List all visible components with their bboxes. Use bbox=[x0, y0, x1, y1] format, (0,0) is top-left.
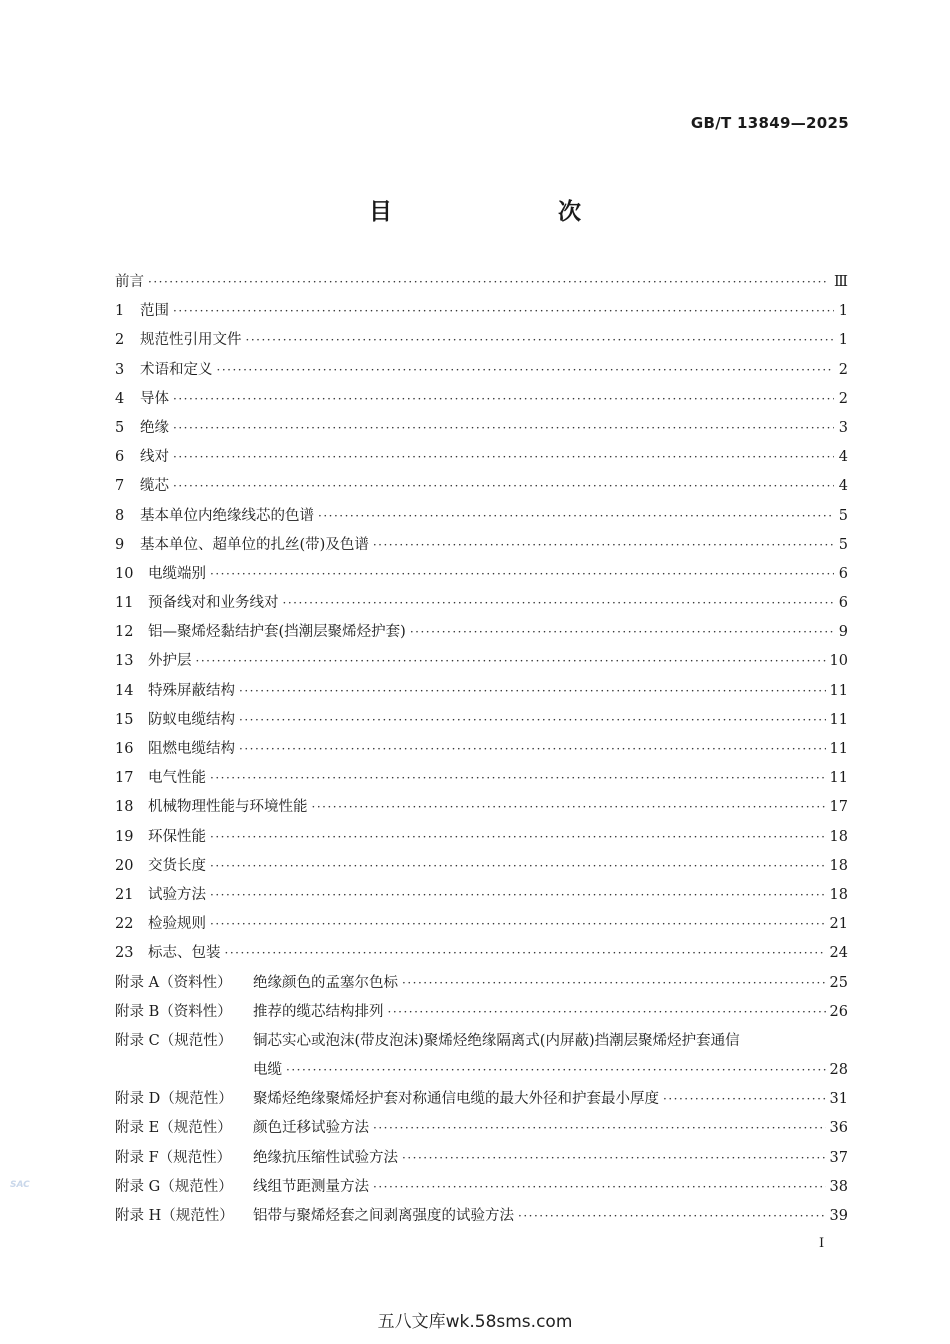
toc-entry-label: 绝缘 bbox=[140, 419, 169, 436]
toc-leader-dots bbox=[246, 333, 835, 347]
toc-entry-page: 1 bbox=[838, 303, 848, 320]
toc-entry[interactable] bbox=[115, 533, 848, 562]
toc-entry-label: 颜色迁移试验方法 bbox=[253, 1120, 369, 1137]
toc-entry-number: 17 bbox=[115, 770, 134, 787]
toc-entry-number: 15 bbox=[115, 711, 134, 728]
standard-code: GB/T 13849—2025 bbox=[690, 114, 849, 132]
toc-entry-number: 22 bbox=[115, 916, 134, 933]
toc-entry[interactable] bbox=[115, 912, 848, 941]
toc-leader-dots bbox=[239, 742, 826, 756]
toc-entry-page: 17 bbox=[829, 799, 848, 816]
toc-entry-page: 25 bbox=[829, 974, 848, 991]
toc-entry-label: 外护层 bbox=[148, 653, 192, 670]
toc-entry[interactable] bbox=[115, 795, 848, 824]
toc-entry-number: 附录 G（规范性） bbox=[115, 1178, 233, 1195]
toc-entry[interactable] bbox=[115, 1058, 848, 1087]
toc-entry-label: 机械物理性能与环境性能 bbox=[148, 799, 308, 816]
toc-entry-label: 术语和定义 bbox=[140, 361, 213, 378]
toc-leader-dots bbox=[225, 946, 826, 960]
toc-leader-dots bbox=[312, 800, 826, 814]
toc-entry[interactable] bbox=[115, 1000, 848, 1029]
toc-entry-page: 36 bbox=[829, 1120, 848, 1137]
toc-entry-page: Ⅲ bbox=[834, 274, 848, 290]
toc-leader-dots bbox=[210, 859, 826, 873]
toc-entry-label: 缆芯 bbox=[140, 478, 169, 495]
toc-entry-label: 特殊屏蔽结构 bbox=[148, 682, 235, 699]
toc-entry-page: 2 bbox=[838, 361, 848, 378]
toc-entry-label: 标志、包装 bbox=[148, 945, 221, 962]
toc-entry-label: 范围 bbox=[140, 303, 169, 320]
toc-entry-label: 绝缘抗压缩性试验方法 bbox=[253, 1149, 398, 1166]
toc-leader-dots bbox=[283, 596, 835, 610]
toc-entry-number: 11 bbox=[115, 595, 134, 612]
toc-entry-number: 10 bbox=[115, 565, 134, 582]
toc-entry[interactable] bbox=[115, 387, 848, 416]
toc-leader-dots bbox=[148, 275, 830, 289]
toc-entry-page: 4 bbox=[838, 478, 848, 495]
toc-entry-page: 11 bbox=[829, 770, 848, 787]
toc-entry-page: 38 bbox=[829, 1178, 848, 1195]
toc-entry-number: 7 bbox=[115, 478, 125, 495]
toc-entry-label: 电缆端别 bbox=[148, 565, 206, 582]
toc-entry-label: 交货长度 bbox=[148, 857, 206, 874]
toc-entry-label: 线组节距测量方法 bbox=[253, 1178, 369, 1195]
toc-entry-page: 11 bbox=[829, 741, 848, 757]
toc-entry-label: 铝—聚烯烃黏结护套(挡潮层聚烯烃护套) bbox=[148, 624, 406, 641]
toc-entry[interactable] bbox=[115, 1204, 848, 1233]
toc-entry[interactable] bbox=[115, 883, 848, 912]
toc-entry[interactable] bbox=[115, 971, 848, 1000]
toc-entry-label: 电气性能 bbox=[148, 770, 206, 787]
toc-leader-dots bbox=[210, 888, 826, 902]
toc-entry[interactable] bbox=[115, 620, 848, 649]
toc-entry-number: 13 bbox=[115, 653, 134, 670]
toc-entry-label: 防蚁电缆结构 bbox=[148, 711, 235, 728]
toc-entry-page: 18 bbox=[829, 857, 848, 874]
toc-entry-page: 31 bbox=[829, 1091, 848, 1108]
toc-entry[interactable] bbox=[115, 445, 848, 474]
toc-entry-page: 24 bbox=[829, 945, 848, 962]
toc-entry[interactable] bbox=[115, 825, 848, 854]
toc-leader-dots bbox=[173, 479, 834, 493]
toc-entry-page: 1 bbox=[838, 332, 848, 349]
sac-watermark-logo: SAC bbox=[10, 1180, 30, 1190]
toc-entry-page: 11 bbox=[829, 711, 848, 728]
toc-entry-page: 37 bbox=[829, 1149, 848, 1166]
toc-entry-number: 14 bbox=[115, 682, 134, 699]
toc-entry[interactable] bbox=[115, 649, 848, 678]
toc-entry-label: 线对 bbox=[140, 449, 169, 466]
toc-entry[interactable] bbox=[115, 854, 848, 883]
toc-entry[interactable] bbox=[115, 328, 848, 357]
toc-entry[interactable] bbox=[115, 1116, 848, 1145]
toc-entry-page: 11 bbox=[829, 682, 848, 699]
toc-leader-dots bbox=[173, 450, 834, 464]
toc-entry-label: 环保性能 bbox=[148, 828, 206, 845]
toc-leader-dots bbox=[210, 917, 826, 931]
toc-leader-dots bbox=[210, 771, 826, 785]
toc-entry[interactable] bbox=[115, 1029, 848, 1058]
toc-entry[interactable] bbox=[115, 591, 848, 620]
toc-entry-number: 附录 B（资料性） bbox=[115, 1003, 232, 1020]
toc-leader-dots bbox=[373, 538, 834, 552]
toc-entry-label: 基本单位、超单位的扎丝(带)及色谱 bbox=[140, 536, 369, 553]
toc-entry-number: 16 bbox=[115, 741, 134, 757]
toc-entry-number: 19 bbox=[115, 828, 134, 845]
toc-entry[interactable] bbox=[115, 766, 848, 795]
toc-leader-dots bbox=[388, 1005, 826, 1019]
toc-entry-page: 3 bbox=[838, 419, 848, 436]
toc-entry-page: 5 bbox=[838, 507, 848, 524]
toc-entry-number: 附录 H（规范性） bbox=[115, 1208, 234, 1224]
toc-entry-page: 2 bbox=[838, 390, 848, 407]
toc-entry[interactable] bbox=[115, 416, 848, 445]
toc-entry-label: 聚烯烃绝缘聚烯烃护套对称通信电缆的最大外径和护套最小厚度 bbox=[253, 1091, 659, 1108]
toc-entry-label: 试验方法 bbox=[148, 886, 206, 903]
toc-leader-dots bbox=[173, 421, 834, 435]
toc-entry-label: 绝缘颜色的孟塞尔色标 bbox=[253, 974, 398, 991]
toc-entry-number: 4 bbox=[115, 390, 125, 407]
toc-entry-number: 6 bbox=[115, 449, 125, 466]
toc-entry-page: 39 bbox=[829, 1208, 848, 1224]
toc-entry[interactable] bbox=[115, 941, 848, 970]
toc-entry-label: 铝带与聚烯烃套之间剥离强度的试验方法 bbox=[253, 1208, 514, 1224]
toc-leader-dots bbox=[518, 1209, 826, 1223]
toc-leader-dots bbox=[318, 509, 834, 523]
toc-leader-dots bbox=[210, 830, 826, 844]
toc-entry[interactable] bbox=[115, 1175, 848, 1204]
toc-entry-page: 4 bbox=[838, 449, 848, 466]
toc-leader-dots bbox=[286, 1063, 826, 1077]
toc-entry-page: 5 bbox=[838, 536, 848, 553]
toc-entry-page: 6 bbox=[838, 595, 848, 612]
page-number: Ⅰ bbox=[819, 1236, 825, 1251]
toc-entry-number: 23 bbox=[115, 945, 134, 962]
toc-leader-dots bbox=[373, 1121, 826, 1135]
toc-entry-number: 1 bbox=[115, 303, 125, 320]
toc-entry[interactable] bbox=[115, 679, 848, 708]
toc-entry-number: 附录 E（规范性） bbox=[115, 1120, 232, 1137]
toc-leader-dots bbox=[239, 684, 826, 698]
toc-entry-number: 附录 F（规范性） bbox=[115, 1149, 232, 1166]
toc-entry-page: 6 bbox=[838, 565, 848, 582]
toc-entry-number: 21 bbox=[115, 886, 134, 903]
toc-entry-label: 推荐的缆芯结构排列 bbox=[253, 1003, 384, 1020]
toc-leader-dots bbox=[402, 1151, 826, 1165]
toc-entry[interactable] bbox=[115, 708, 848, 737]
toc-leader-dots bbox=[239, 713, 826, 727]
toc-entry[interactable] bbox=[115, 1146, 848, 1175]
toc-entry-number: 附录 D（规范性） bbox=[115, 1091, 233, 1108]
toc-leader-dots bbox=[373, 1180, 826, 1194]
toc-entry-number: 3 bbox=[115, 361, 125, 378]
toc-entry-number: 12 bbox=[115, 624, 134, 641]
toc-entry[interactable] bbox=[115, 1087, 848, 1116]
footer-site-text: 五八文库wk.58sms.com bbox=[377, 1312, 573, 1332]
toc-entry-page: 28 bbox=[829, 1062, 848, 1079]
toc-entry[interactable] bbox=[115, 270, 848, 299]
toc-entry-label: 规范性引用文件 bbox=[140, 332, 242, 349]
toc-entry-page: 18 bbox=[829, 886, 848, 903]
toc-entry-number: 9 bbox=[115, 536, 125, 553]
toc-leader-dots bbox=[217, 363, 835, 377]
toc-entry-page: 26 bbox=[829, 1003, 848, 1020]
toc-entry-number: 8 bbox=[115, 507, 125, 524]
toc-entry[interactable] bbox=[115, 358, 848, 387]
toc-entry-page: 21 bbox=[829, 916, 848, 933]
toc-entry-label: 基本单位内绝缘线芯的色谱 bbox=[140, 507, 314, 524]
toc-entry-label: 检验规则 bbox=[148, 916, 206, 933]
toc-leader-dots bbox=[210, 567, 834, 581]
toc-leader-dots bbox=[410, 625, 834, 639]
toc-leader-dots bbox=[173, 304, 834, 318]
toc-entry-number: 2 bbox=[115, 332, 125, 349]
toc-entry-number: 5 bbox=[115, 419, 125, 436]
toc-leader-dots bbox=[173, 392, 834, 406]
toc-entry[interactable] bbox=[115, 299, 848, 328]
table-of-contents bbox=[115, 270, 848, 1233]
toc-entry[interactable] bbox=[115, 474, 848, 503]
toc-entry-page: 10 bbox=[829, 653, 848, 670]
toc-entry-number: 附录 C（规范性） bbox=[115, 1032, 233, 1049]
toc-entry-label: 铜芯实心或泡沫(带皮泡沫)聚烯烃绝缘隔离式(内屏蔽)挡潮层聚烯烃护套通信 bbox=[253, 1032, 740, 1049]
toc-entry[interactable] bbox=[115, 737, 848, 766]
toc-entry-number: 20 bbox=[115, 857, 134, 874]
toc-entry-label: 前言 bbox=[115, 274, 144, 290]
toc-entry-label: 阻燃电缆结构 bbox=[148, 741, 235, 757]
toc-entry-label: 电缆 bbox=[253, 1062, 282, 1079]
toc-entry-page: 9 bbox=[838, 624, 848, 641]
toc-leader-dots bbox=[402, 976, 826, 990]
toc-entry[interactable] bbox=[115, 504, 848, 533]
toc-leader-dots bbox=[196, 654, 826, 668]
toc-entry-number: 18 bbox=[115, 799, 134, 816]
toc-leader-dots bbox=[663, 1092, 826, 1106]
toc-entry-label: 导体 bbox=[140, 390, 169, 407]
toc-entry-label: 预备线对和业务线对 bbox=[148, 595, 279, 612]
toc-entry[interactable] bbox=[115, 562, 848, 591]
toc-title: 目 次 bbox=[369, 198, 621, 225]
toc-entry-page: 18 bbox=[829, 828, 848, 845]
toc-entry-number: 附录 A（资料性） bbox=[115, 974, 232, 991]
